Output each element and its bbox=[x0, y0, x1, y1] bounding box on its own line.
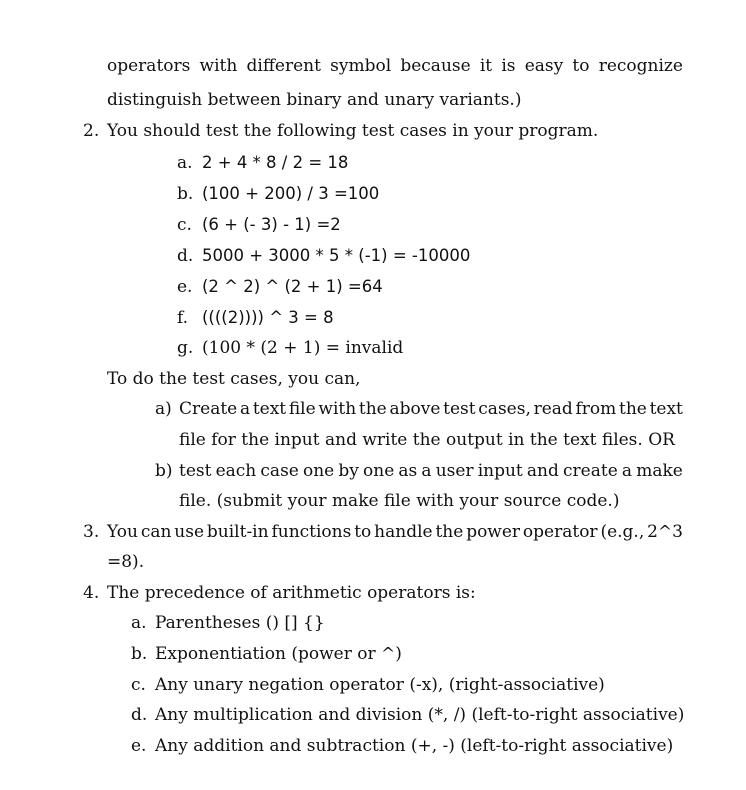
test-case-marker: f. bbox=[177, 308, 189, 328]
precedence-item: Parentheses () [] {} bbox=[155, 613, 325, 633]
test-case-marker: d. bbox=[177, 246, 194, 266]
word: because bbox=[400, 56, 471, 76]
word: user bbox=[435, 461, 474, 481]
word: the bbox=[619, 399, 647, 419]
item3-number: 3. bbox=[83, 522, 100, 542]
word: different bbox=[246, 56, 321, 76]
word: above bbox=[389, 399, 441, 419]
item4-text: The precedence of arithmetic operators is: bbox=[107, 583, 476, 603]
precedence-item: Any unary negation operator (-x), (right-associative) bbox=[155, 675, 605, 695]
word: with bbox=[199, 56, 238, 76]
word: and bbox=[526, 461, 559, 481]
word: with bbox=[318, 399, 357, 419]
word: to bbox=[572, 56, 590, 76]
test-case-marker: e. bbox=[177, 277, 193, 297]
word: built-in bbox=[206, 522, 269, 542]
word: a bbox=[239, 399, 251, 419]
item4-number: 4. bbox=[83, 583, 100, 603]
word: easy bbox=[524, 56, 564, 76]
word: functions bbox=[271, 522, 352, 542]
word: from bbox=[575, 399, 617, 419]
item3-line-1 bbox=[107, 521, 683, 543]
word: the bbox=[358, 399, 387, 419]
word: a bbox=[621, 461, 633, 481]
option-b-line-2: file. (submit your make file with your source code.) bbox=[179, 491, 620, 511]
word: power bbox=[466, 522, 521, 542]
word: by bbox=[338, 461, 359, 481]
word: read bbox=[533, 399, 573, 419]
test-case-expression: (2 ^ 2) ^ (2 + 1) =64 bbox=[202, 277, 383, 296]
test-case-expression: (100 + 200) / 3 =100 bbox=[202, 184, 380, 203]
test-case-marker: a. bbox=[177, 153, 193, 173]
word: recognize bbox=[598, 56, 683, 76]
word: a bbox=[421, 461, 432, 481]
word: it bbox=[479, 56, 493, 76]
word: cases, bbox=[478, 399, 531, 419]
test-case-expression: 5000 + 3000 * 5 * (-1) = -10000 bbox=[202, 246, 471, 265]
howto-text: To do the test cases, you can, bbox=[107, 369, 361, 389]
precedence-marker: c. bbox=[131, 675, 146, 695]
word: 2^3 bbox=[647, 522, 683, 542]
word: Create bbox=[179, 399, 238, 419]
word: You bbox=[107, 522, 138, 542]
word: (e.g., bbox=[600, 522, 645, 542]
word: test bbox=[179, 461, 212, 481]
precedence-item: Exponentiation (power or ^) bbox=[155, 644, 402, 664]
word: operators bbox=[107, 56, 191, 76]
test-case-expression: 2 + 4 * 8 / 2 = 18 bbox=[202, 153, 349, 172]
word: as bbox=[398, 461, 418, 481]
word: input bbox=[477, 461, 523, 481]
word: is bbox=[501, 56, 516, 76]
precedence-marker: b. bbox=[131, 644, 148, 664]
precedence-marker: d. bbox=[131, 705, 148, 725]
word: one bbox=[363, 461, 395, 481]
test-case-expression: (100 * (2 + 1) = invalid bbox=[202, 338, 404, 358]
word: can bbox=[140, 522, 172, 542]
item3-line-2: =8). bbox=[107, 552, 145, 572]
word: handle bbox=[374, 522, 433, 542]
test-case-expression: (6 + (- 3) - 1) =2 bbox=[202, 215, 341, 234]
intro-line-2: distinguish between binary and unary variants.) bbox=[107, 90, 522, 110]
test-case-expression: ((((2)))) ^ 3 = 8 bbox=[202, 308, 334, 327]
item2-number: 2. bbox=[83, 121, 100, 141]
word: file bbox=[288, 399, 316, 419]
option-marker: a) bbox=[155, 399, 172, 419]
test-case-marker: c. bbox=[177, 215, 192, 235]
word: case bbox=[260, 461, 299, 481]
word: text bbox=[252, 399, 287, 419]
option-a-line-1 bbox=[179, 398, 683, 420]
precedence-marker: e. bbox=[131, 736, 147, 756]
option-marker: b) bbox=[155, 461, 173, 481]
word: one bbox=[303, 461, 335, 481]
word: symbol bbox=[330, 56, 392, 76]
word: text bbox=[649, 399, 683, 419]
word: the bbox=[435, 522, 464, 542]
word: make bbox=[636, 461, 683, 481]
item2-text: You should test the following test cases in your program. bbox=[107, 121, 599, 141]
word: to bbox=[354, 522, 372, 542]
word: operator bbox=[522, 522, 598, 542]
word: use bbox=[174, 522, 205, 542]
precedence-item: Any multiplication and division (*, /) (left-to-right associative) bbox=[155, 705, 685, 725]
word: test bbox=[443, 399, 476, 419]
precedence-item: Any addition and subtraction (+, -) (left-to-right associative) bbox=[155, 736, 674, 756]
precedence-marker: a. bbox=[131, 613, 147, 633]
option-b-line-1 bbox=[179, 460, 683, 482]
test-case-marker: g. bbox=[177, 338, 194, 358]
word: each bbox=[215, 461, 257, 481]
word: create bbox=[563, 461, 618, 481]
option-a-line-2: file for the input and write the output in the text files. OR bbox=[179, 430, 675, 450]
test-case-marker: b. bbox=[177, 184, 194, 204]
intro-line-1 bbox=[107, 55, 683, 77]
